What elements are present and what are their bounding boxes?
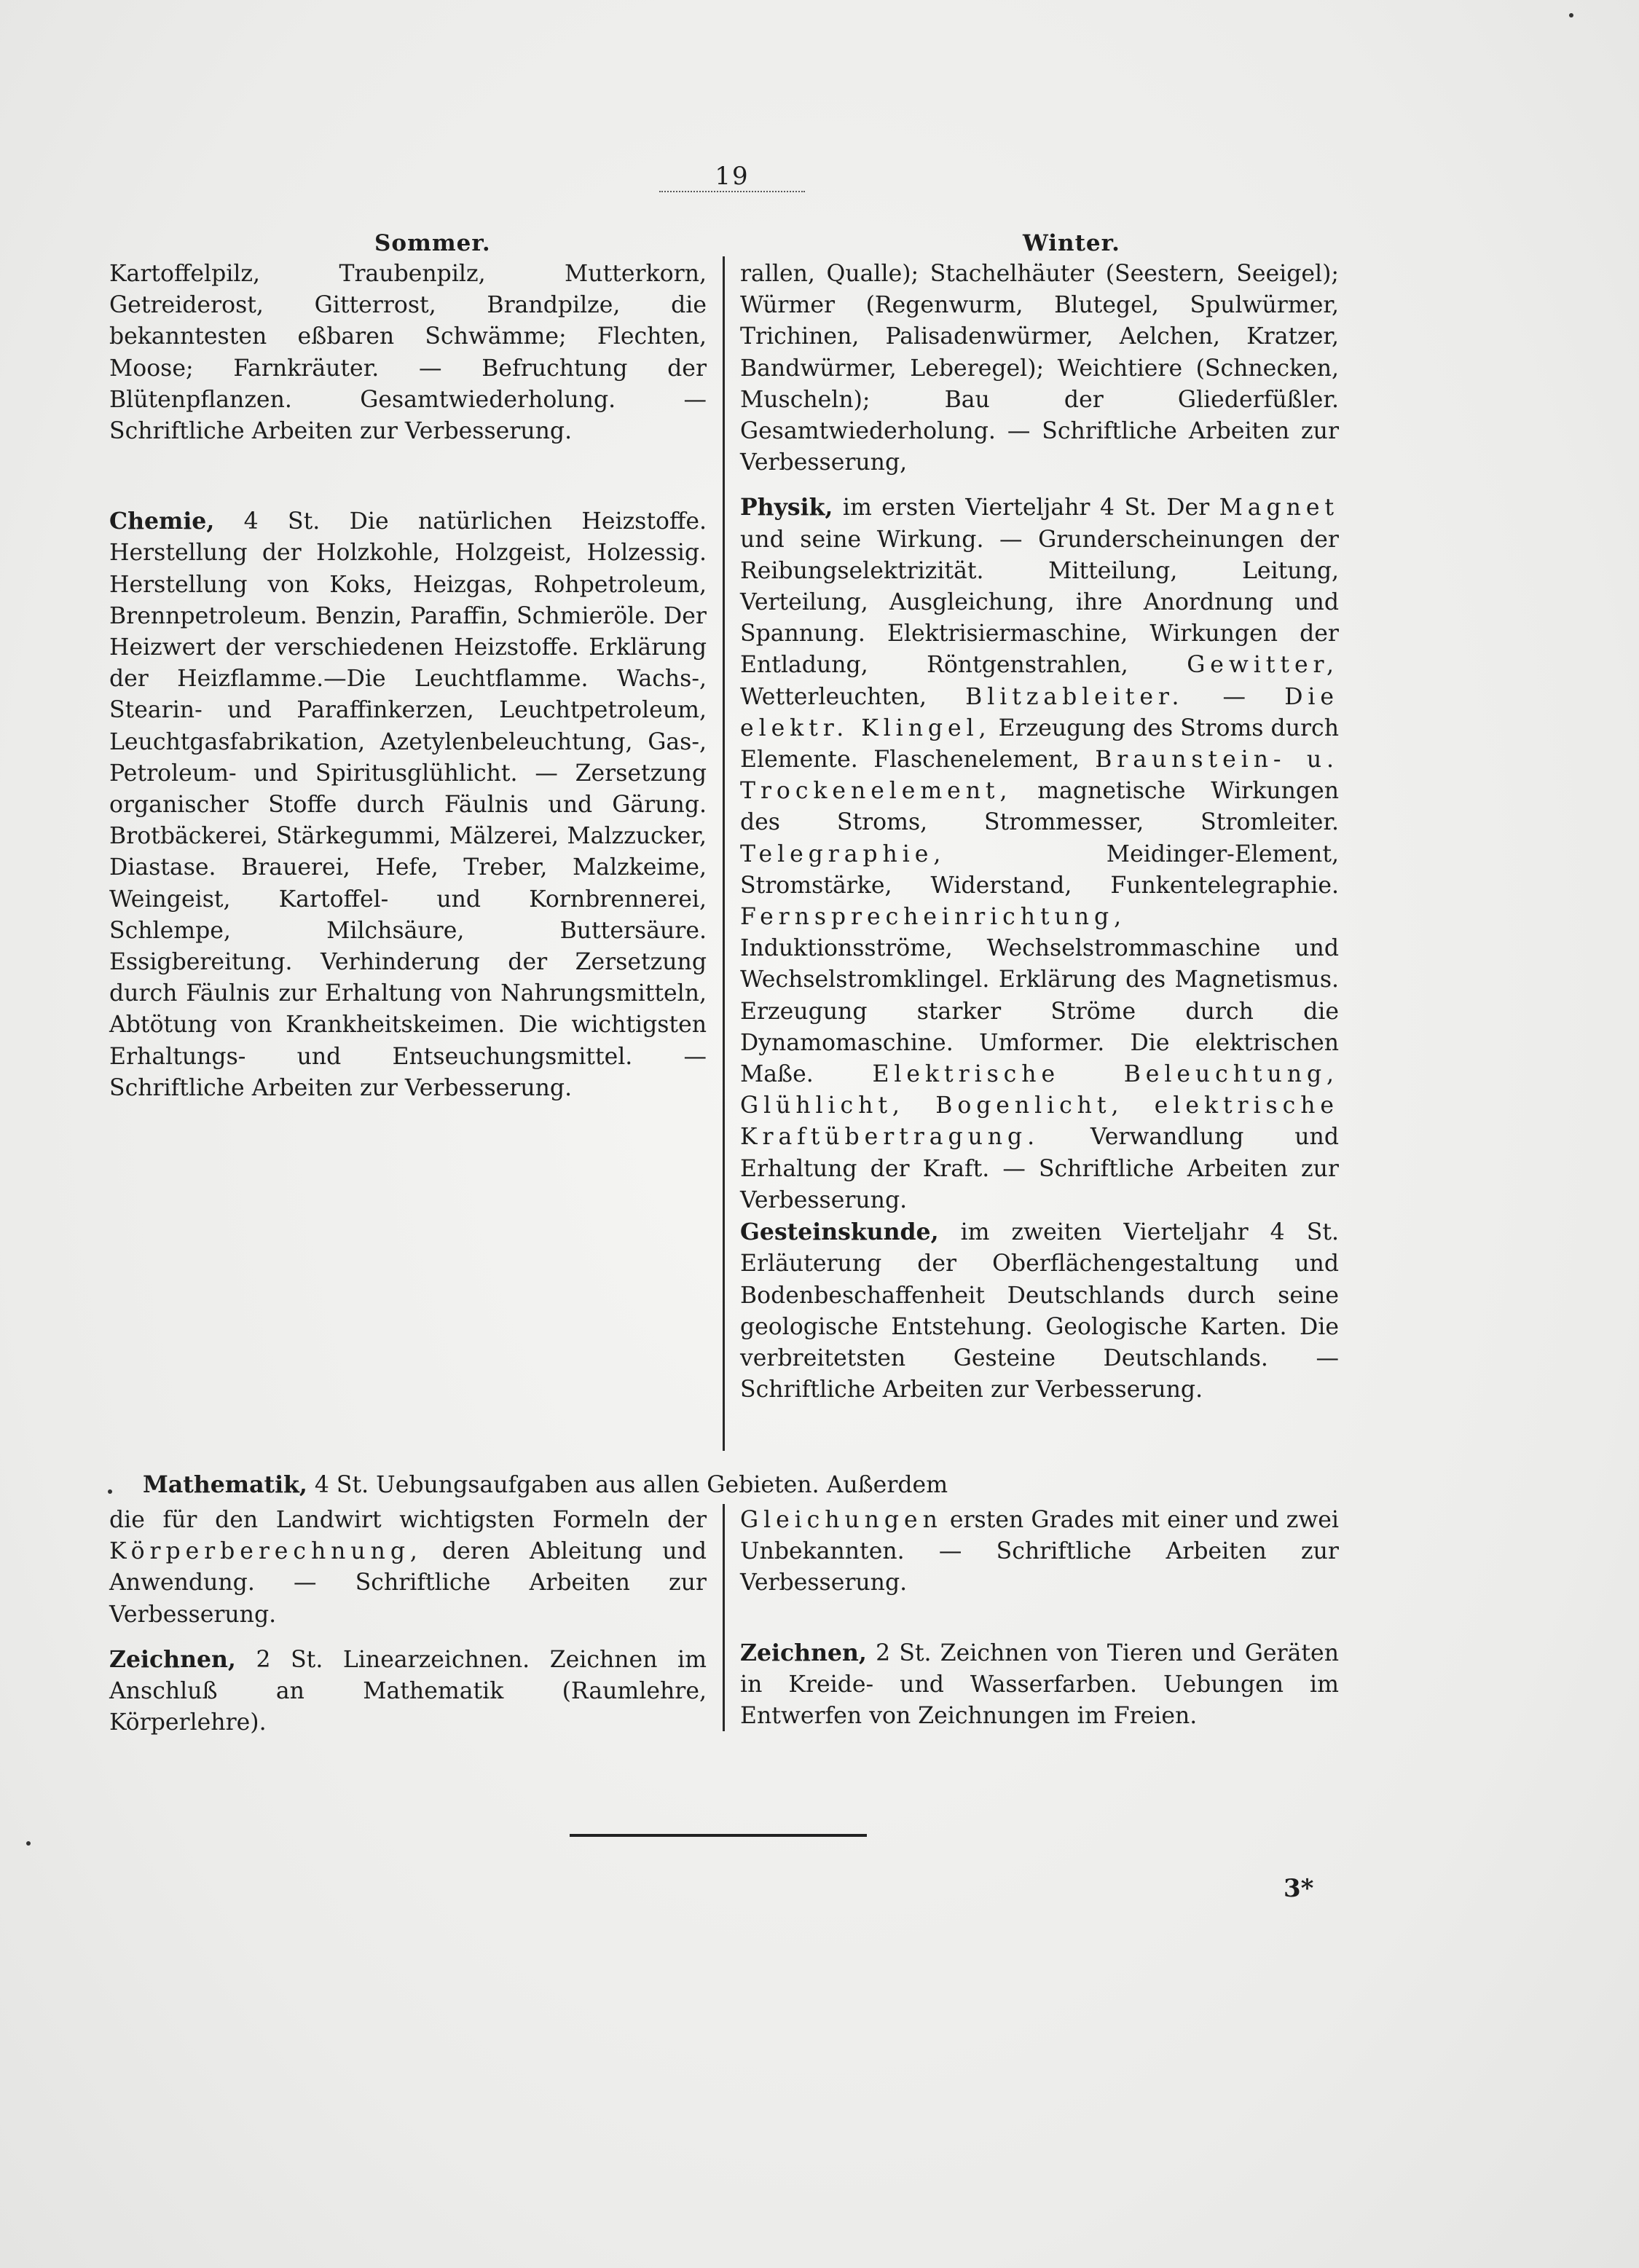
geology-paragraph [740,1216,1339,1406]
scan-speck [108,1489,112,1494]
mathematics-winter [740,1505,1339,1599]
physics-text-f: magnetische Wirkungen des Stroms, Strommesser, Stromleiter. [740,778,1339,836]
physics-paragraph [740,492,1339,1216]
botany-paragraph: Kartoffelpilz, Traubenpilz, Mutterkorn, Getreiderost, Gitterrost, Brandpilze, die bekanntesten eßbaren Schwämme; Flechten, Moose; Farnkräuter. — Befruchtung der Blütenpflanzen. Gesamtwiederholung. — Schriftliche Arbeiten zur Verbesserung. [109,261,707,445]
summer-lower-column [109,1505,707,1739]
chemistry-paragraph [109,505,707,1104]
physics-text-c: Wetterleuchten, [740,683,966,710]
drawing-winter [740,1637,1339,1733]
page-number-ornament [659,191,805,197]
physics-text-b: und seine Wirkung. — Grunderscheinungen der Reibungselektrizität. Mitteilung, Leitung, Verteilung, Ausgleichung, ihre Anordnung und Spannung. Elektrisiermaschine, Wirkungen der Entladung, Röntgenstrahlen, [740,526,1339,679]
physics-beleuchtung: Elektrische Beleuchtung, Glühlicht, Bogenlicht, elektrische Kraftübertragung. [740,1061,1339,1151]
summer-column [109,259,707,1104]
winter-column [740,259,1339,1406]
geology-term: Gesteinskunde, [740,1218,939,1246]
math-summer-a: die für den Landwirt wichtigsten Formeln der [109,1507,707,1533]
physics-gewitter: Gewitter, [1187,652,1339,679]
drawing-summer-term: Zeichnen, [109,1645,236,1673]
physics-blitzableiter: Blitzableiter. [965,683,1184,710]
physics-braunstein: Braunstein- u. Trockenelement, [740,747,1339,805]
drawing-winter-term: Zeichnen, [740,1639,867,1666]
mathematics-intro-text: 4 St. Uebungsaufgaben aus allen Gebieten. Außerdem [307,1472,948,1498]
signature-mark: 3* [1284,1874,1314,1903]
physics-text-g: Meidinger-Element, Stromstärke, Widerstand, Funkentelegraphie. [740,840,1339,899]
summer-heading: Sommer. [374,230,491,256]
scan-speck [1569,13,1573,17]
chemistry-term: Chemie, [109,508,215,535]
winter-lower-column [740,1505,1339,1732]
math-summer-b: deren Ableitung und Anwendung. — Schriftliche Arbeiten zur Verbesserung. [109,1538,707,1628]
physics-text-a: im ersten Vierteljahr 4 St. Der [833,495,1219,521]
scan-speck [26,1841,31,1846]
math-summer-spaced: Körperberechnung, [109,1538,422,1565]
zoology-paragraph: rallen, Qualle); Stachelhäuter (Seestern, Seeigel); Würmer (Regenwurm, Blutegel, Spulwürmer, Trichinen, Palisadenwürmer, Aelchen, Kratzer, Bandwürmer, Leberegel); Weichtiere (Schnecken, Muscheln); Bau der Gliederfüßler. Gesamtwiederholung. — Schriftliche Arbeiten zur Verbesserung, [740,261,1339,476]
mathematics-summer [109,1505,707,1631]
math-winter-text: ersten Grades mit einer und zwei Unbekannten. — Schriftliche Arbeiten zur Verbesserung. [740,1507,1339,1596]
physics-text-h: Induktionsströme, Wechselstrommaschine und Wechselstromklingel. Erklärung des Magnetismus. Erzeugung starker Ströme durch die Dynamomaschine. Umformer. Die elektrischen Maße. [740,935,1339,1088]
physics-fernsprech: Fernsprecheinrichtung, [740,904,1127,931]
geology-text: im zweiten Vierteljahr 4 St. Erläuterung der Oberflächengestaltung und Bodenbeschaffenheit Deutschlands durch seine geologische Entstehung. Geologische Karten. Die verbreitetsten Gesteine Deutschlands. — Schriftliche Arbeiten zur Verbesserung. [740,1219,1339,1403]
drawing-summer [109,1644,707,1739]
mathematics-term: Mathematik, [143,1471,307,1498]
physics-magnet: Magnet [1219,495,1339,521]
mathematics-intro [143,1469,1337,1501]
drawing-winter-text: 2 St. Zeichnen von Tieren und Geräten in Kreide- und Wasserfarben. Uebungen im Entwerfen von Zeichnungen im Freien. [740,1639,1339,1730]
physics-term: Physik, [740,494,833,521]
winter-heading: Winter. [1023,230,1120,256]
column-divider-bottom [723,1504,725,1731]
physics-text-d: — [1184,683,1285,710]
column-divider-top [723,256,725,1451]
physics-telegraphie: Telegraphie, [740,840,946,867]
physics-klingel: Die elektr. Klingel, [740,683,1339,741]
chemistry-text: 4 St. Die natürlichen Heizstoffe. Herstellung der Holzkohle, Holzgeist, Holzessig. Herstellung von Koks, Heizgas, Rohpetroleum, Brennpetroleum. Benzin, Paraffin, Schmieröle. Der Heizwert der verschiedenen Heizstoffe. Erklärung der Heizflamme.—Die Leuchtflamme. Wachs-, Stearin- und Paraffinkerzen, Leuchtpetroleum, Leuchtgasfabrikation, Azetylenbeleuchtung, Gas-, Petroleum- und Spiritusglühlicht. — Zersetzung organischer Stoffe durch Fäulnis und Gärung. Brotbäckerei, Stärkegummi, Mälzerei, Malzzucker, Diastase. Brauerei, Hefe, Treber, Malzkeime, Weingeist, Kartoffel- und Kornbrennerei, Schlempe, Milchsäure, Buttersäure. Essigbereitung. Verhinderung der Zersetzung durch Fäulnis zur Erhaltung von Nahrungsmitteln, Abtötung von Krankheitskeimen. Die wichtigsten Erhaltungs- und Entseuchungsmittel. — Schriftliche Arbeiten zur Verbesserung. [109,508,707,1101]
drawing-summer-text: 2 St. Linearzeichnen. Zeichnen im Anschluß an Mathematik (Raumlehre, Körperlehre). [109,1646,707,1736]
page-number: 19 [715,162,750,191]
physics-text-i: Verwandlung und Erhaltung der Kraft. — Schriftliche Arbeiten zur Verbesserung. [740,1124,1339,1213]
math-winter-spaced: Gleichungen [740,1507,943,1533]
closing-rule [570,1834,867,1837]
physics-text-e: Erzeugung des Stroms durch Elemente. Flaschenelement, [740,714,1339,773]
